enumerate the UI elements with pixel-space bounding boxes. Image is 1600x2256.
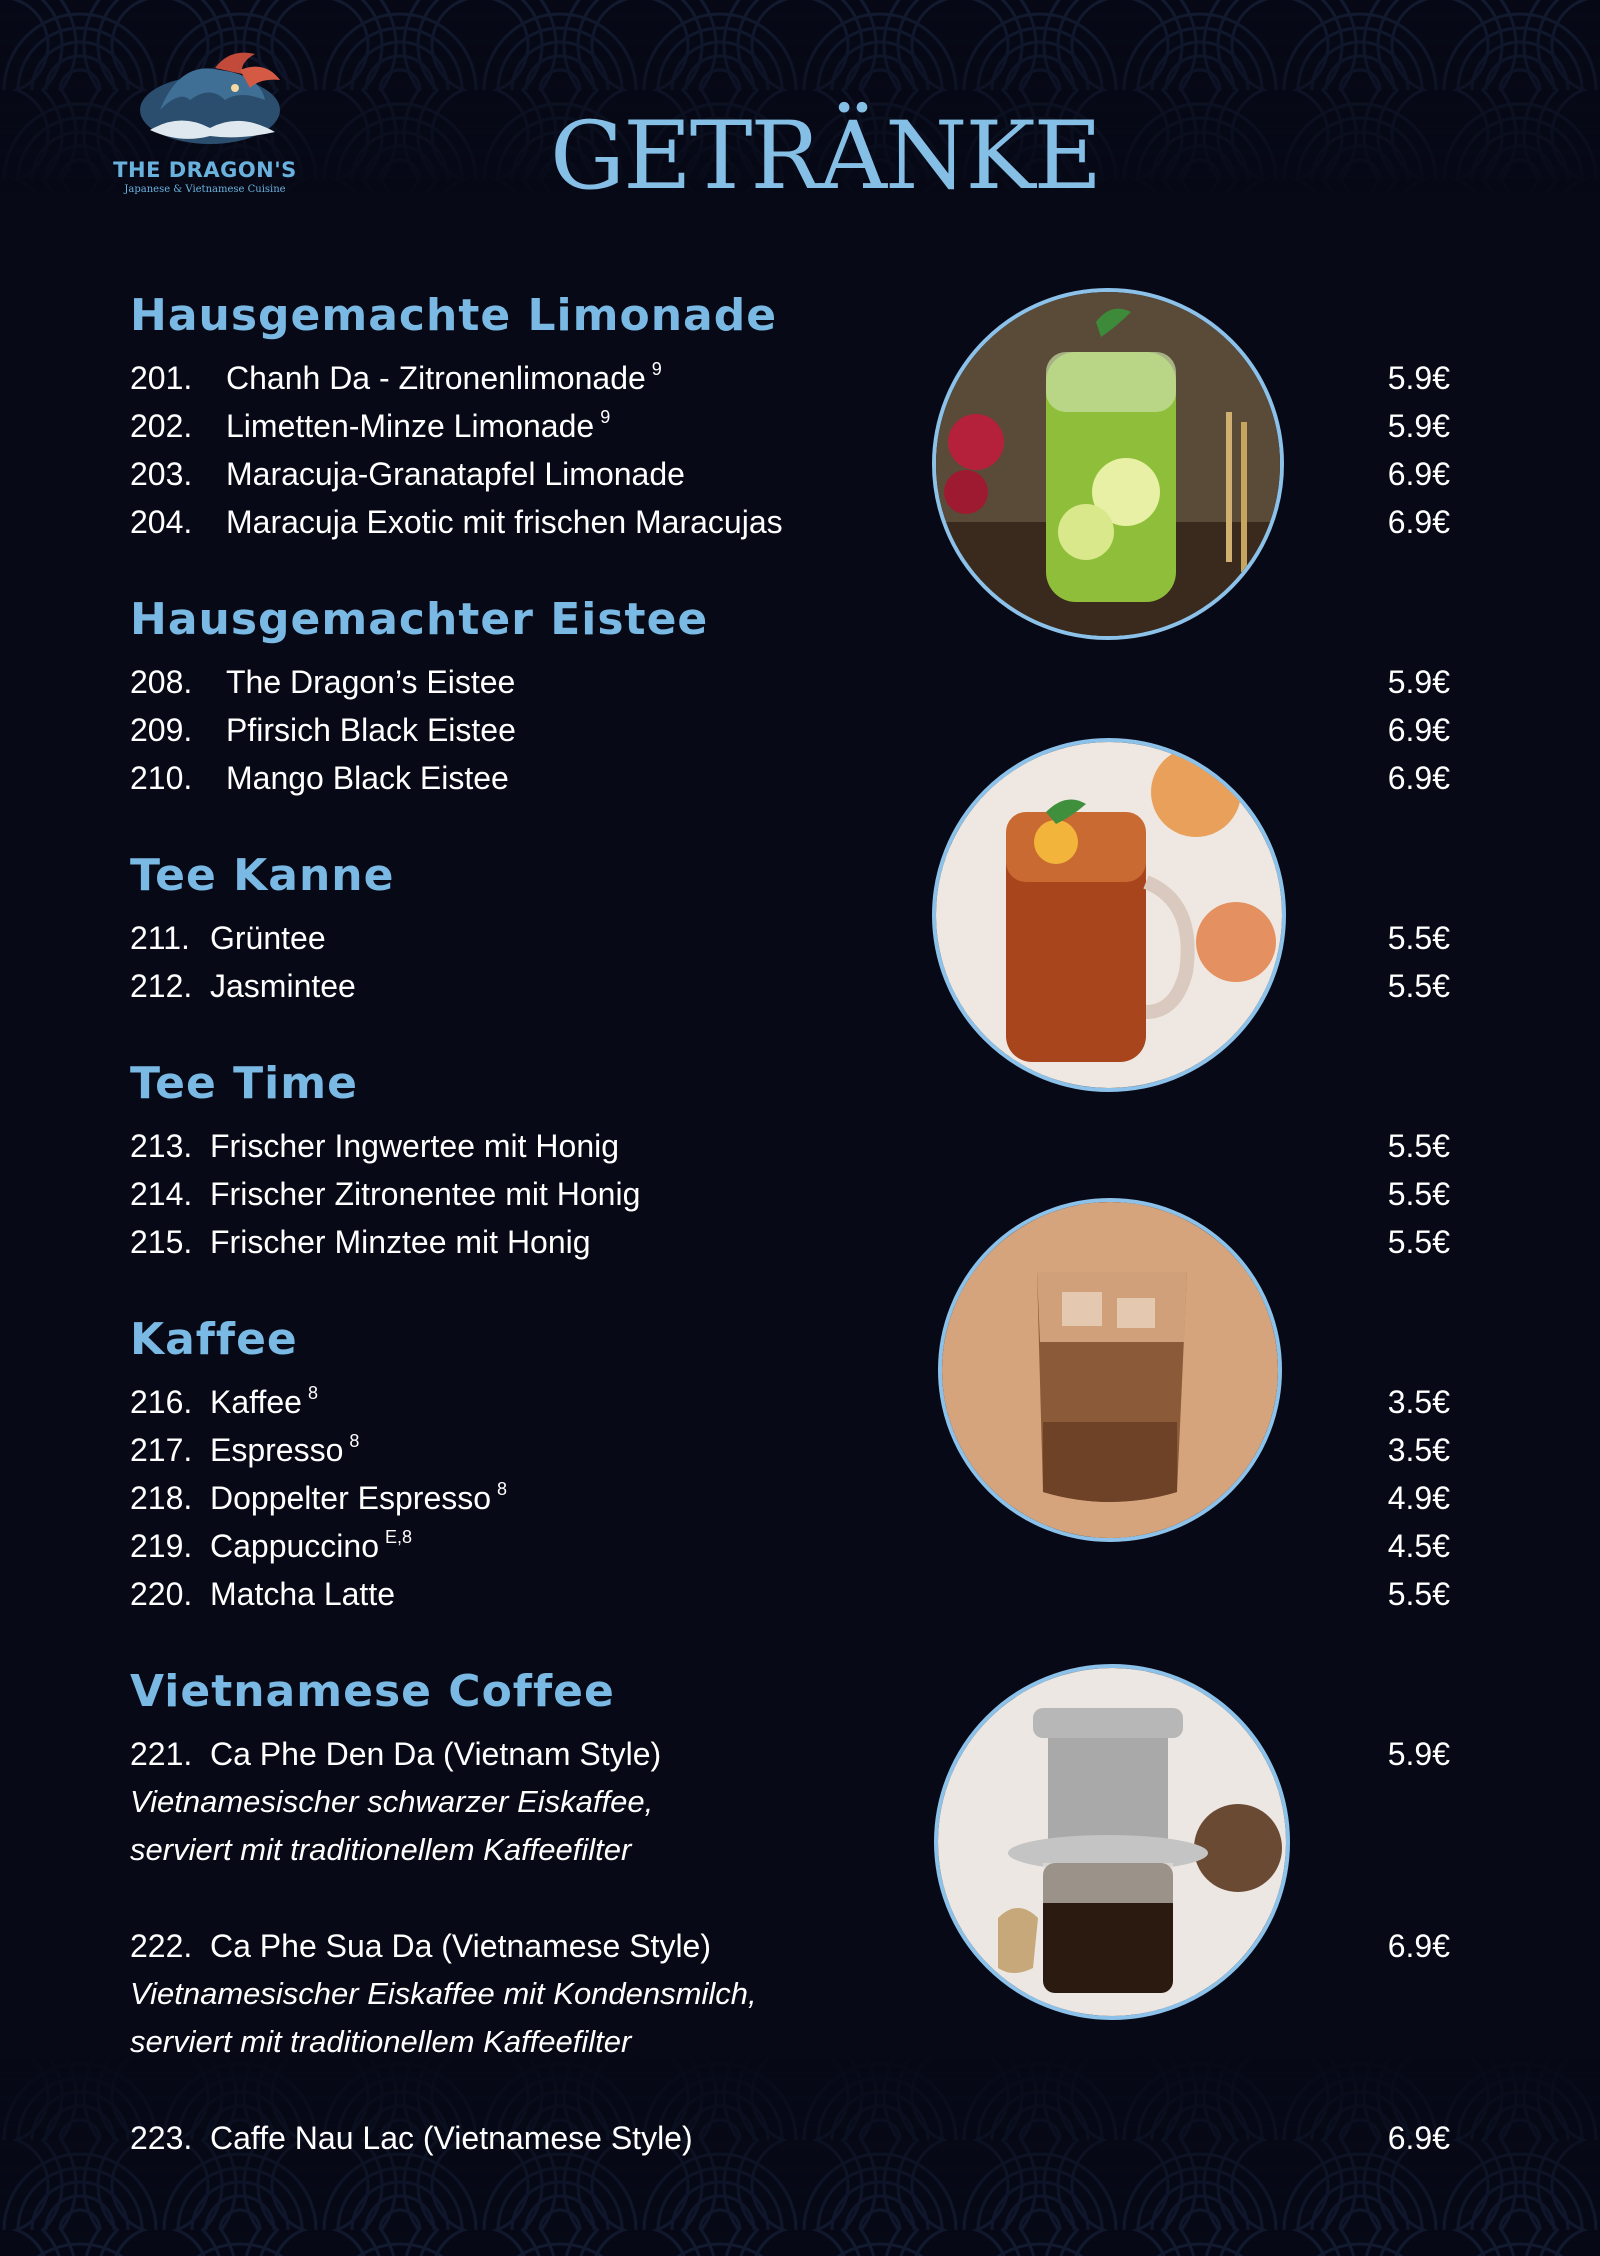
- price: 6.9€: [1387, 712, 1450, 748]
- price: 5.5€: [1387, 920, 1450, 956]
- item-number: 217.: [130, 1432, 193, 1468]
- dragon-icon: [90, 40, 320, 160]
- item-description: Vietnamesischer schwarzer Eiskaffee,: [130, 1784, 654, 1819]
- price: 6.9€: [1387, 2120, 1450, 2156]
- item-description: Vietnamesischer Eiskaffee mit Kondensmilch,: [130, 1976, 757, 2011]
- item-name: Mango Black Eistee: [226, 760, 509, 796]
- item-number: 208.: [130, 664, 193, 700]
- item-name: Chanh Da - Zitronenlimonade: [226, 360, 646, 396]
- price: 6.9€: [1387, 760, 1450, 796]
- item-name: Kaffee: [210, 1384, 302, 1420]
- item-name: Frischer Zitronentee mit Honig: [210, 1176, 641, 1212]
- price: 3.5€: [1387, 1432, 1450, 1468]
- section-tee-time: [130, 1054, 1450, 1266]
- item-description: serviert mit traditionellem Kaffeefilter: [130, 1832, 632, 1867]
- item-name: Matcha Latte: [210, 1576, 395, 1612]
- price: 5.5€: [1387, 1176, 1450, 1212]
- price: 5.5€: [1387, 1224, 1450, 1260]
- menu-item: [130, 1474, 1450, 1522]
- price: 5.9€: [1387, 1736, 1450, 1772]
- item-number: 220.: [130, 1576, 193, 1612]
- item-name: Jasmintee: [210, 968, 356, 1004]
- brand-name: THE DRAGON'S: [113, 158, 297, 182]
- section-title: Hausgemachte Limonade: [130, 290, 778, 341]
- item-number: 211.: [130, 920, 190, 956]
- brand-logo: [90, 40, 320, 200]
- price: 5.9€: [1387, 408, 1450, 444]
- price: 5.5€: [1387, 1576, 1450, 1612]
- item-number: 201.: [130, 360, 193, 396]
- phin-coffee-filter-photo: [934, 1664, 1290, 2020]
- section-title: Tee Time: [130, 1058, 358, 1109]
- item-name: Cappuccino: [210, 1528, 379, 1564]
- item-name: Caffe Nau Lac (Vietnamese Style): [210, 2120, 693, 2156]
- price: 5.9€: [1387, 664, 1450, 700]
- page-title: GETRÄNKE: [550, 102, 1101, 211]
- allergen-note: 9: [651, 359, 662, 379]
- price: 6.9€: [1387, 1928, 1450, 1964]
- menu-item: [130, 1522, 1450, 1570]
- item-number: 213.: [130, 1128, 193, 1164]
- item-name: Ca Phe Sua Da (Vietnamese Style): [210, 1928, 711, 1964]
- allergen-note: 9: [600, 407, 611, 427]
- section-title: Hausgemachter Eistee: [130, 594, 709, 645]
- item-name: Ca Phe Den Da (Vietnam Style): [210, 1736, 662, 1772]
- allergen-note: 8: [307, 1383, 318, 1403]
- item-name: Doppelter Espresso: [210, 1480, 492, 1516]
- item-name: Frischer Minztee mit Honig: [210, 1224, 591, 1260]
- menu-item: [130, 2114, 1450, 2162]
- item-number: 210.: [130, 760, 193, 796]
- item-name: Limetten-Minze Limonade: [226, 408, 595, 444]
- iced-tea-jar-photo: [932, 738, 1286, 1092]
- item-name: Maracuja Exotic mit frischen Maracujas: [226, 504, 783, 540]
- iced-coffee-glass-photo: [938, 1198, 1282, 1542]
- price: 5.9€: [1387, 360, 1450, 396]
- lemonade-jar-photo: [932, 288, 1284, 640]
- price: 6.9€: [1387, 504, 1450, 540]
- section-title: Vietnamese Coffee: [130, 1666, 615, 1717]
- price: 3.5€: [1387, 1384, 1450, 1420]
- item-number: 203.: [130, 456, 193, 492]
- item-name: The Dragon’s Eistee: [226, 664, 516, 700]
- brand-tagline: Japanese & Vietnamese Cuisine: [124, 184, 286, 195]
- item-number: 218.: [130, 1480, 193, 1516]
- item-description: serviert mit traditionellem Kaffeefilter: [130, 2024, 632, 2059]
- allergen-note: 8: [497, 1479, 508, 1499]
- section-title: Kaffee: [130, 1314, 298, 1365]
- price: 5.5€: [1387, 1128, 1450, 1164]
- menu-item: [130, 658, 1450, 706]
- item-number: 214.: [130, 1176, 193, 1212]
- menu-item: [130, 1122, 1450, 1170]
- section-title: Tee Kanne: [130, 850, 395, 901]
- item-number: 215.: [130, 1224, 193, 1260]
- item-name: Frischer Ingwertee mit Honig: [210, 1128, 620, 1164]
- allergen-note: 8: [349, 1431, 360, 1451]
- item-number: 212.: [130, 968, 193, 1004]
- section-hausgemachter-eistee: [130, 590, 1450, 802]
- allergen-note: E,8: [385, 1527, 413, 1547]
- item-name: Espresso: [210, 1432, 344, 1468]
- item-name: Maracuja-Granatapfel Limonade: [226, 456, 685, 492]
- menu-item: [130, 706, 1450, 754]
- price: 4.9€: [1387, 1480, 1450, 1516]
- price: 4.5€: [1387, 1528, 1450, 1564]
- item-number: 216.: [130, 1384, 193, 1420]
- item-number: 221.: [130, 1736, 193, 1772]
- item-name: Pfirsich Black Eistee: [226, 712, 516, 748]
- item-number: 204.: [130, 504, 193, 540]
- item-number: 222.: [130, 1928, 193, 1964]
- item-number: 219.: [130, 1528, 193, 1564]
- menu-item: [130, 1570, 1450, 1618]
- price: 6.9€: [1387, 456, 1450, 492]
- menu-item: [130, 1170, 1450, 1218]
- menu-item: [130, 1218, 1450, 1266]
- menu-item: [130, 754, 1450, 802]
- item-name: Grüntee: [210, 920, 326, 956]
- item-number: 202.: [130, 408, 193, 444]
- item-number: 209.: [130, 712, 193, 748]
- item-number: 223.: [130, 2120, 193, 2156]
- price: 5.5€: [1387, 968, 1450, 1004]
